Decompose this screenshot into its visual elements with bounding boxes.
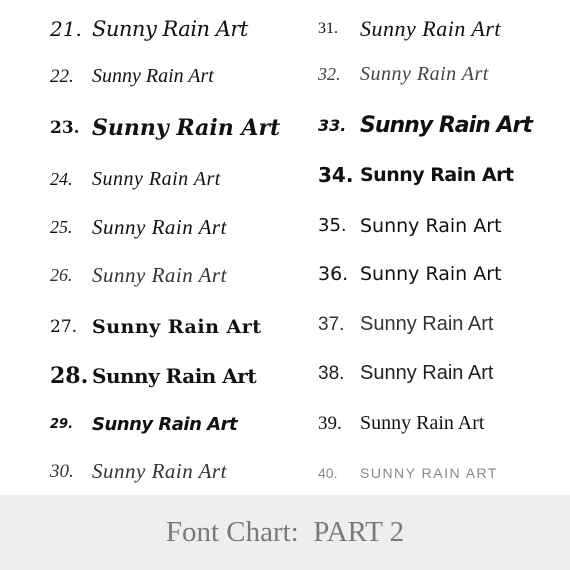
font-sample-text: Sunny Rain Art <box>360 163 514 186</box>
font-sample-22 <box>0 52 285 101</box>
font-list-left <box>0 0 285 495</box>
font-number: 28. <box>50 362 89 389</box>
font-number: 27. <box>50 316 78 337</box>
font-list-right <box>285 0 570 495</box>
font-number: 23. <box>50 117 80 138</box>
font-sample-text: SUNNY RAIN ART <box>360 464 498 481</box>
font-number: 37. <box>318 313 345 335</box>
font-sample-text: Sunny Rain Art <box>360 313 494 335</box>
font-number: 29. <box>50 417 74 432</box>
font-sample-40 <box>285 448 570 497</box>
font-sample-35 <box>285 201 570 250</box>
font-sample-39 <box>285 399 570 448</box>
font-number: 25. <box>50 217 73 237</box>
font-sample-text: Sunny Rain Art <box>360 262 502 285</box>
font-number: 31. <box>318 19 338 37</box>
font-sample-31 <box>285 4 570 53</box>
font-sample-36 <box>285 249 570 298</box>
font-sample-28 <box>0 351 285 400</box>
font-sample-text: Sunny Rain Art <box>360 214 502 237</box>
font-number: 38. <box>318 362 345 384</box>
font-sample-29 <box>0 400 285 449</box>
font-number: 39. <box>318 412 342 434</box>
font-sample-32 <box>285 50 570 99</box>
font-sample-33 <box>285 101 570 150</box>
font-sample-text: Sunny Rain Art <box>92 459 227 483</box>
font-number: 35. <box>318 215 347 236</box>
font-number: 32. <box>318 64 341 84</box>
font-sample-24 <box>0 155 285 204</box>
font-number: 34. <box>318 162 354 187</box>
font-number: 30. <box>50 460 74 482</box>
font-number: 33. <box>318 116 347 135</box>
font-number: 22. <box>50 65 74 87</box>
font-sample-30 <box>0 447 285 496</box>
font-sample-text: Sunny Rain Art <box>92 414 238 435</box>
footer-banner <box>0 495 570 570</box>
font-sample-27 <box>0 302 285 351</box>
font-sample-text: Sunny Rain Art <box>92 263 227 287</box>
font-sample-text: Sunny Rain Art <box>92 215 227 239</box>
font-sample-text: Sunny Rain Art <box>360 412 485 434</box>
font-sample-text: Sunny Rain Art <box>92 315 262 338</box>
font-sample-text: Sunny Rain Art <box>360 113 532 138</box>
font-sample-text: Sunny Rain Art <box>360 63 489 85</box>
footer-title: Font Chart: PART 2 <box>165 516 405 548</box>
font-sample-38 <box>285 349 570 398</box>
font-sample-text: Sunny Rain Art <box>92 114 281 141</box>
font-number: 24. <box>50 169 73 189</box>
font-sample-text: Sunny Rain Art <box>92 168 221 190</box>
font-number: 21. <box>50 16 82 41</box>
font-sample-21 <box>0 4 285 53</box>
font-sample-34 <box>285 150 570 199</box>
font-number: 26. <box>50 265 73 285</box>
font-sample-26 <box>0 251 285 300</box>
font-number: 36. <box>318 262 349 285</box>
font-sample-37 <box>285 300 570 349</box>
font-sample-23 <box>0 103 285 152</box>
font-sample-text: Sunny Rain Art <box>92 65 214 87</box>
font-sample-text: Sunny Rain Art <box>360 362 494 384</box>
font-sample-text: Sunny Rain Art <box>92 363 257 388</box>
font-number: 40. <box>318 464 338 481</box>
font-sample-text: Sunny Rain Art <box>360 15 502 41</box>
font-sample-text: Sunny Rain Art <box>92 16 248 41</box>
font-sample-25 <box>0 203 285 252</box>
